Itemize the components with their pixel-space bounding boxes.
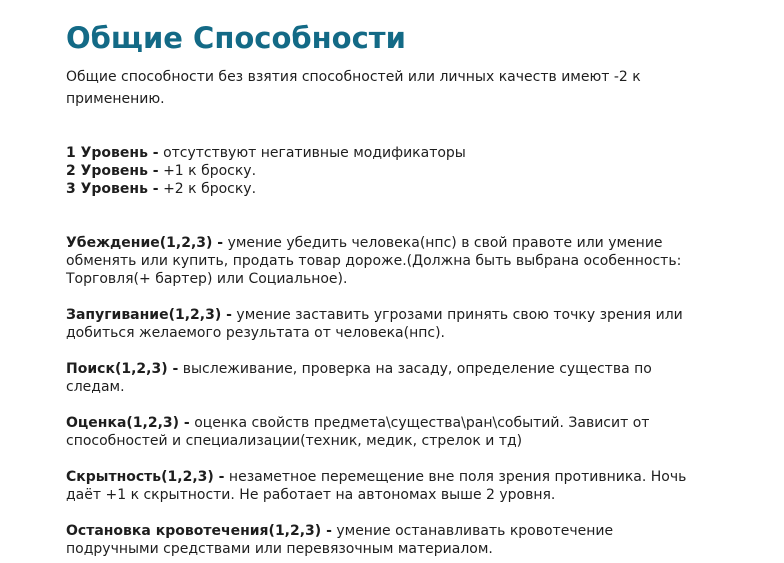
level-label: 1 Уровень - bbox=[66, 145, 159, 161]
skill-label: Поиск(1,2,3) - bbox=[66, 361, 179, 377]
skill-item bbox=[66, 234, 706, 288]
skill-description: умение убедить человека(нпс) в свой правоте или умение обменять или купить, продать товар дороже.(Должна быть выбрана особенность: Торговля(+ бартер) или Социальное). bbox=[66, 235, 682, 287]
skill-item bbox=[66, 414, 706, 450]
level-text: отсутствуют негативные модификаторы bbox=[158, 145, 466, 161]
skill-description: выслеживание, проверка на засаду, определение существа по следам. bbox=[66, 361, 652, 395]
level-item bbox=[66, 180, 724, 198]
level-item bbox=[66, 162, 724, 180]
skill-description: умение заставить угрозами принять свою точку зрения или добиться желаемого результата от человека(нпс). bbox=[66, 307, 683, 341]
skill-label: Скрытность(1,2,3) - bbox=[66, 469, 225, 485]
skill-label: Убеждение(1,2,3) - bbox=[66, 235, 224, 251]
level-text: +2 к броску. bbox=[158, 181, 257, 197]
page-title: Общие Способности bbox=[66, 21, 406, 55]
level-text: +1 к броску. bbox=[158, 163, 257, 179]
skill-description: оценка свойств предмета\существа\ран\событий. Зависит от способностей и специализации(техник, медик, стрелок и тд) bbox=[66, 415, 650, 449]
level-item bbox=[66, 144, 724, 162]
skill-description: незаметное перемещение вне поля зрения противника. Ночь даёт +1 к скрытности. Не работает на автономах выше 2 уровня. bbox=[66, 469, 687, 503]
skill-item bbox=[66, 360, 706, 396]
skill-description: умение останавливать кровотечение подручными средствами или перевязочным материалом. bbox=[66, 523, 614, 557]
skills-list bbox=[66, 234, 724, 558]
intro-paragraph: Общие способности без взятия способностей или личных качеств имеют -2 к применению. bbox=[66, 69, 641, 107]
skill-label: Запугивание(1,2,3) - bbox=[66, 307, 232, 323]
skill-label: Остановка кровотечения(1,2,3) - bbox=[66, 523, 332, 539]
level-label: 2 Уровень - bbox=[66, 163, 159, 179]
skill-item bbox=[66, 522, 706, 558]
level-label: 3 Уровень - bbox=[66, 181, 159, 197]
skill-item bbox=[66, 468, 706, 504]
skill-item bbox=[66, 306, 706, 342]
skill-label: Оценка(1,2,3) - bbox=[66, 415, 190, 431]
levels-list bbox=[66, 144, 724, 198]
